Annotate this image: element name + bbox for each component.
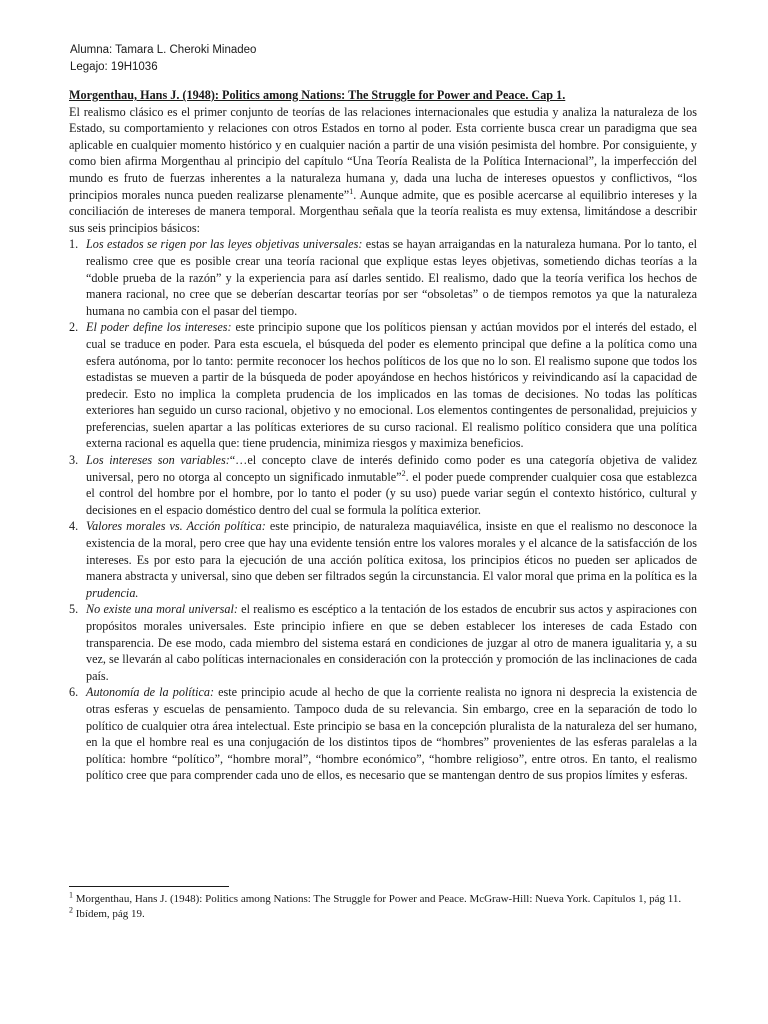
principle-number: 5. xyxy=(69,602,79,617)
principle-title: Valores morales vs. Acción política: xyxy=(86,519,266,534)
student-name: Alumna: Tamara L. Cheroki Minadeo xyxy=(70,44,257,56)
intro-paragraph xyxy=(69,104,697,237)
principle-number: 1. xyxy=(69,237,79,252)
principle-number: 3. xyxy=(69,453,79,468)
footnote-text: Morgenthau, Hans J. (1948): Politics among Nations: The Struggle for Power and Peace. McGraw-Hill: Nueva York. Capítulos 1, pág 11. xyxy=(73,893,682,905)
principle-item-2 xyxy=(69,319,697,452)
footnote-2 xyxy=(69,904,697,922)
principle-item-5 xyxy=(69,601,697,684)
footnote-ref-2: 2 xyxy=(401,468,406,478)
document-body xyxy=(69,87,697,784)
footnote-number: 2 xyxy=(69,904,73,914)
principle-item-3 xyxy=(69,452,697,518)
principle-text: “…el concepto clave de interés definido como poder es una categoría objetiva de validez universal, pero no otorga al concepto un significado inmutable” xyxy=(86,453,697,484)
intro-text-1: El realismo clásico es el primer conjunto de teorías de las relaciones internacionales que estudia y analiza la naturaleza de los Estado, su comportamiento y relaciones con otros Estados en torno al poder. Esta corriente busca crear un paradigma que sea aplicable en cualquier momento histórico y en cualquier nación a partir de una visión pesimista del hombre. Por consiguiente, y como bien afirma Morgenthau al principio del capítulo “Una Teoría Realista de la Política Internacional”, la imperfección del mundo es fruto de fuerzas inherentes a la naturaleza humana y, dada una lucha de intereses opuestos y conflictivos, “los principios morales nunca pueden realizarse plenamente” xyxy=(69,104,697,202)
principle-item-4 xyxy=(69,518,697,601)
principle-number: 2. xyxy=(69,320,79,335)
student-legajo: Legajo: 19H1036 xyxy=(70,61,158,73)
document-title: Morgenthau, Hans J. (1948): Politics among Nations: The Struggle for Power and Peace. Cap 1. xyxy=(69,88,566,102)
principle-number: 4. xyxy=(69,519,79,534)
principles-list xyxy=(69,236,697,784)
principle-number: 6. xyxy=(69,685,79,700)
principle-title: Autonomía de la política: xyxy=(86,685,215,700)
principle-text: estas se hayan arraigandas en la naturaleza humana. Por lo tanto, el realismo cree que es posible crear una teoría racional que explique estas leyes objetivas, sometiendo dichas teorías a la “doble prueba de la razón” y la experiencia para así darles sentido. El realismo, dado que la teoría verifica los hechos de manera racional, no cree que se deberían descartar teorías por ser “obsoletas” o de tiempos remotos ya que la naturaleza humana no cambia con el pasar del tiempo. xyxy=(86,237,697,318)
principle-title: No existe una moral universal: xyxy=(86,602,238,617)
document-header xyxy=(70,42,256,76)
principle-emphasis: prudencia. xyxy=(86,585,139,600)
principle-text: el realismo es escéptico a la tentación de los estados de encubrir sus actos y aspiraciones con propósitos morales universales. Este principio infiere en que se deben establecer los intereses de cada Estado con transparencia. De ese modo, cada miembro del sistema estará en condiciones de juzgar al otro de manera igualitaria y, a su vez, se llevarán al cabo políticas internacionales en consideración con la protección y promoción de las inclinaciones de cada país. xyxy=(86,602,697,683)
principle-text: este principio supone que los políticos piensan y actúan movidos por el interés del estado, el cual se traduce en poder. Para esta escuela, el búsqueda del poder es elemento principal que define a la política como una esfera autónoma, por lo tanto: permite reconocer los hechos políticos de los que no lo son. El realismo supone que todos los estadistas se mueven a partir de la búsqueda de poder apoyándose en hechos históricos y reivindicando así la capacidad de predecir. Esto no implica la completa prudencia de los implicados en las tomas de decisiones. No todas las políticas exteriores han seguido un curso racional, objetivo y no emocional. Los elementos contingentes de personalidad, prejuicios y preferencias, suelen apartar a las políticas exteriores de su curso racional. El realismo político considera que una política externa racional es aquella que: tiene prudencia, minimiza riesgos y maximiza beneficios. xyxy=(86,320,697,451)
principle-item-6 xyxy=(69,684,697,784)
footnote-text: Ibídem, pág 19. xyxy=(73,907,145,920)
footnote-separator xyxy=(69,886,229,887)
footnote-ref-1: 1 xyxy=(349,186,354,196)
principle-title: Los intereses son variables: xyxy=(86,453,230,468)
intro-text-2: . Aunque admite, que es posible acercarse al equilibrio intereses y la conciliación de intereses de manera temporal. Morgenthau señala que la teoría realista es muy extensa, limitándose a describir sus seis principios básicos: xyxy=(69,187,697,235)
footnote-1 xyxy=(69,892,697,907)
principle-title: Los estados se rigen por las leyes objetivas universales: xyxy=(86,237,363,252)
principle-text: este principio acude al hecho de que la corriente realista no ignora ni desprecia la existencia de otras esferas y escuelas de pensamiento. Tampoco duda de su relevancia. Sin embargo, cree en la separación de todo lo político de cualquier otra área intelectual. Este principio se basa en la concepción pluralista de la naturaleza del ser humano, en la que el hombre real es una conjugación de los distintos tipos de “hombres” provenientes de las esferas paralelas a la política: hombre “político”, “hombre moral”, “hombre económico”, “hombre religioso”, entre otros. En tanto, el realismo político cree que para comprender cada uno de ellos, es necesario que se mantengan dentro de sus propios límites y esferas. xyxy=(86,685,697,783)
principle-item-1 xyxy=(69,236,697,319)
principle-title: El poder define los intereses: xyxy=(86,320,232,335)
footnotes xyxy=(69,892,697,921)
footnote-number: 1 xyxy=(69,890,73,900)
principle-text-continued: . el poder puede comprender cualquier cosa que establezca el control del hombre por el hombre, por lo tanto el poder (y su uso) puede variar según el contexto histórico, cultural y decisiones en el espacio doméstico dentro del cual se formula la política exterior. xyxy=(86,469,697,517)
principle-text: este principio, de naturaleza maquiavélica, insiste en que el realismo no desconoce la existencia de la moral, pero cree que hay una evidente tensión entre los valores morales y el alcance de la satisfacción de los intereses. Es por esto para la ejecución de una acción política exitosa, los principios éticos no pueden ser aplicados de manera abstracta y universal, sino que deben ser filtrados según la circunstancia. El valor moral que prima en la política es la xyxy=(86,519,697,584)
